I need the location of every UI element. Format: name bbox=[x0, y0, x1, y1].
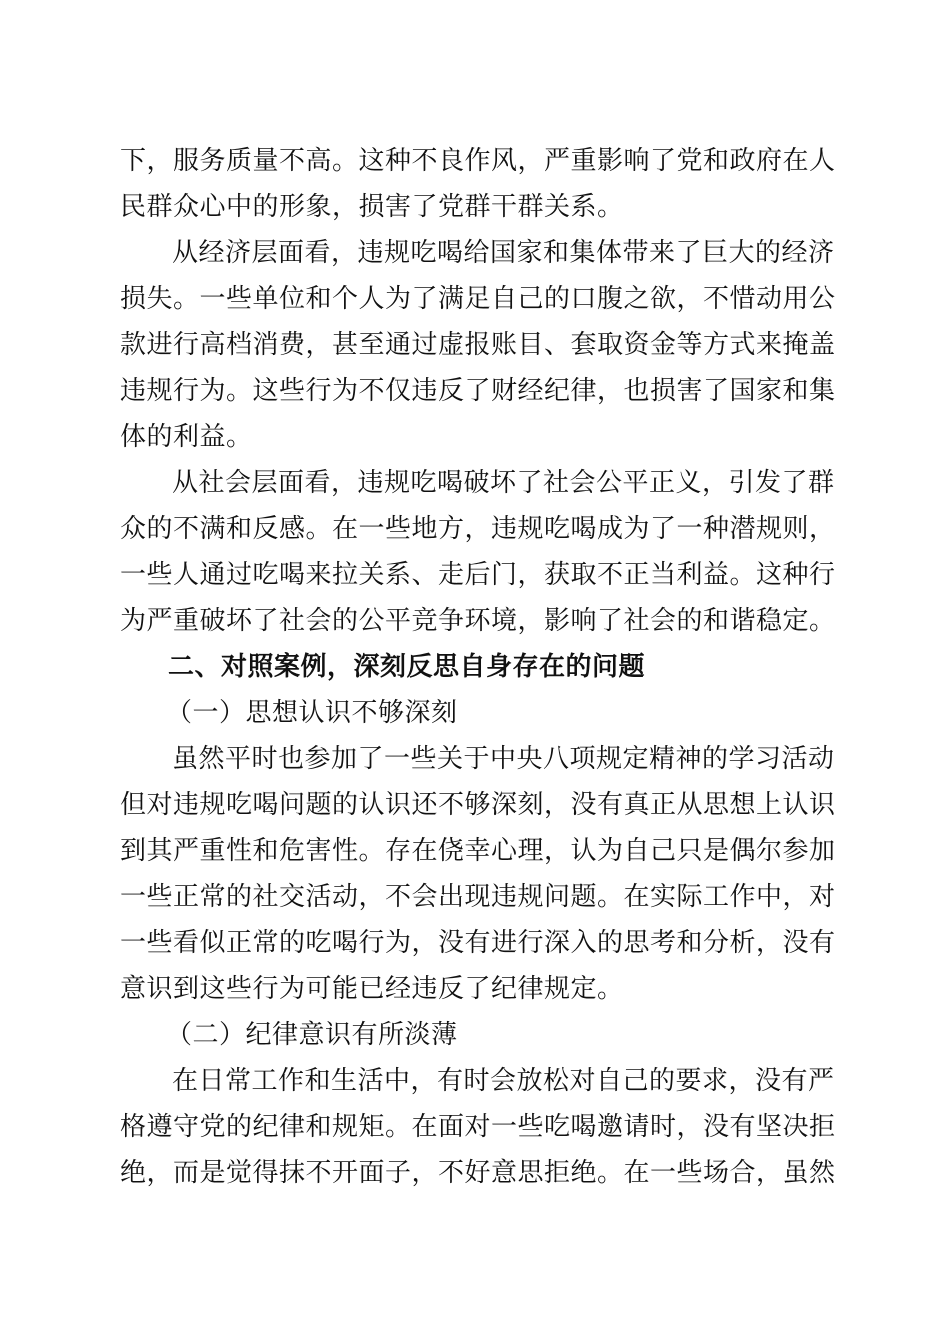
text-line: 民群众心中的形象，损害了党群干群关系。 bbox=[120, 192, 624, 222]
paragraph-social-level bbox=[120, 460, 836, 644]
subsection-heading-1: （一）思想认识不够深刻 bbox=[166, 698, 458, 728]
document-page bbox=[120, 138, 836, 1196]
text-line: 一些正常的社交活动，不会出现违规问题。在实际工作中，对 bbox=[120, 882, 836, 912]
text-line: 为严重破坏了社会的公平竞争环境，影响了社会的和谐稳定。 bbox=[120, 606, 836, 636]
text-line: 在日常工作和生活中，有时会放松对自己的要求，没有严 bbox=[172, 1066, 835, 1096]
paragraph-service-quality bbox=[120, 138, 836, 230]
text-line: 但对违规吃喝问题的认识还不够深刻，没有真正从思想上认识 bbox=[120, 790, 836, 820]
subsection-heading-2: （二）纪律意识有所淡薄 bbox=[166, 1020, 458, 1050]
text-line: 款进行高档消费，甚至通过虚报账目、套取资金等方式来掩盖 bbox=[120, 330, 836, 360]
text-line: 到其严重性和危害性。存在侥幸心理，认为自己只是偶尔参加 bbox=[120, 836, 836, 866]
text-line: 虽然平时也参加了一些关于中央八项规定精神的学习活动 bbox=[172, 744, 835, 774]
text-line: 一些看似正常的吃喝行为，没有进行深入的思考和分析，没有 bbox=[120, 928, 836, 958]
text-line: 格遵守党的纪律和规矩。在面对一些吃喝邀请时，没有坚决拒 bbox=[120, 1112, 836, 1142]
text-line: 违规行为。这些行为不仅违反了财经纪律，也损害了国家和集 bbox=[120, 376, 836, 406]
paragraph-economic-level bbox=[120, 230, 836, 460]
text-line: 意识到这些行为可能已经违反了纪律规定。 bbox=[120, 974, 624, 1004]
text-line: 损失。一些单位和个人为了满足自己的口腹之欲，不惜动用公 bbox=[120, 284, 836, 314]
section-heading: 二、对照案例，深刻反思自身存在的问题 bbox=[168, 652, 646, 682]
text-line: 众的不满和反感。在一些地方，违规吃喝成为了一种潜规则， bbox=[120, 514, 836, 544]
paragraph-ideological-understanding bbox=[120, 736, 836, 1012]
text-line: 一些人通过吃喝来拉关系、走后门，获取不正当利益。这种行 bbox=[120, 560, 836, 590]
text-line: 体的利益。 bbox=[120, 422, 253, 452]
text-line: 从社会层面看，违规吃喝破坏了社会公平正义，引发了群 bbox=[172, 468, 835, 498]
text-line: 从经济层面看，违规吃喝给国家和集体带来了巨大的经济 bbox=[172, 238, 835, 268]
text-line: 绝，而是觉得抹不开面子，不好意思拒绝。在一些场合，虽然 bbox=[120, 1158, 836, 1188]
paragraph-discipline-awareness bbox=[120, 1058, 836, 1196]
text-line: 下，服务质量不高。这种不良作风，严重影响了党和政府在人 bbox=[120, 146, 836, 176]
